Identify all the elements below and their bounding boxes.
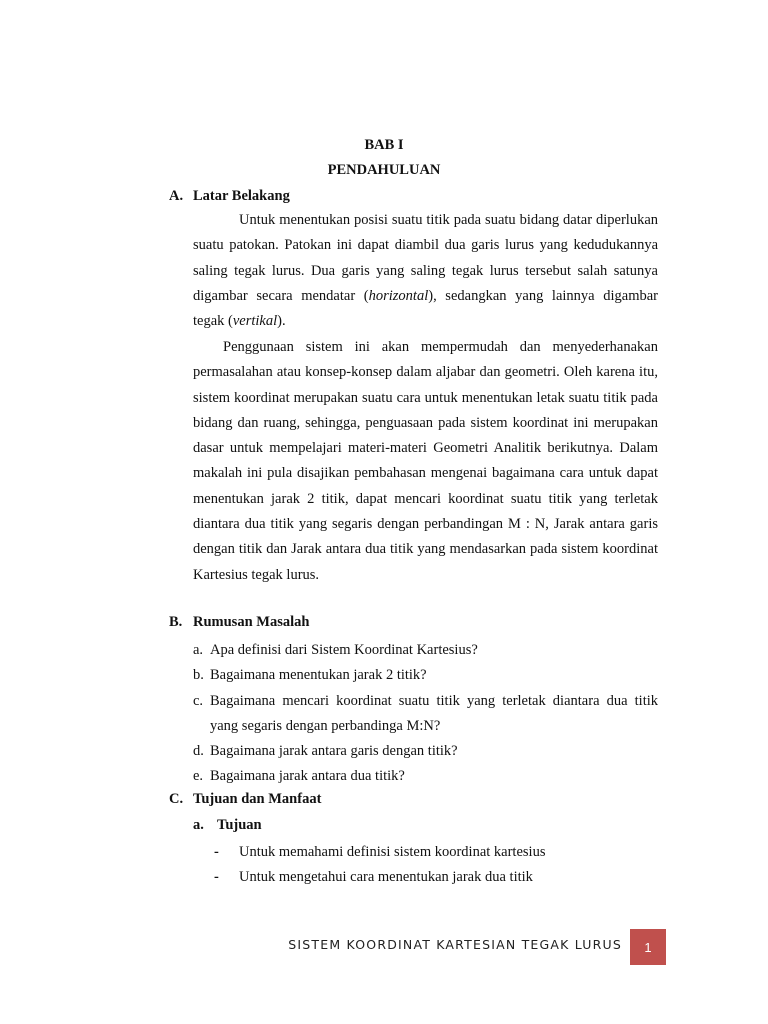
section-a-paragraph-2 <box>193 335 658 588</box>
section-a-heading <box>169 188 290 205</box>
section-b-heading <box>169 614 309 631</box>
list-item <box>193 764 658 789</box>
list-item <box>214 865 654 890</box>
list-item-text: Apa definisi dari Sistem Koordinat Kartesius? <box>210 642 478 658</box>
running-footer-title: SISTEM KOORDINAT KARTESIAN TEGAK LURUS <box>288 937 622 952</box>
list-item-text: Untuk memahami definisi sistem koordinat kartesius <box>239 844 546 860</box>
list-marker: e. <box>193 768 204 785</box>
list-marker: - <box>214 869 219 886</box>
chapter-label: BAB I <box>364 137 404 153</box>
chapter-title: PENDAHULUAN <box>327 162 441 178</box>
list-item <box>193 663 658 688</box>
list-item <box>193 638 658 663</box>
paragraph-1-vertikal: vertikal <box>232 313 278 330</box>
list-item-text: Bagaimana jarak antara dua titik? <box>210 768 405 785</box>
list-item-text: Bagaimana mencari koordinat suatu titik yang terletak diantara dua titik yang segaris dengan perbandinga M:N? <box>210 692 658 734</box>
paragraph-1-text: Untuk menentukan posisi suatu titik pada suatu bidang datar diperlukan suatu patokan. Patokan ini dapat diambil dua garis lurus yang kedudukannya saling tegak lurus. Dua garis yang saling tegak lurus tersebut salah satunya digambar secara mendatar ( <box>193 212 658 304</box>
section-b-title: Rumusan Masalah <box>193 614 310 630</box>
list-item-text: Untuk mengetahui cara menentukan jarak dua titik <box>239 869 533 886</box>
page-number: 1 <box>644 939 652 955</box>
section-a-paragraph-1 <box>193 208 658 334</box>
subheading-letter: a. <box>193 817 204 833</box>
list-marker: a. <box>193 642 204 658</box>
paragraph-2-text: Penggunaan sistem ini akan mempermudah dan menyederhanakan permasalahan atau konsep-konsep dalam aljabar dan geometri. Oleh karena itu, sistem koordinat merupakan suatu cara untuk menentukan letak suatu titik pada bidang dan ruang, sehingga, penguasaan pada sistem koordinat ini merupakan dasar untuk mempelajari materi-materi Geometri Analitik berikutnya. Dalam makalah ini pula disajikan pembahasan mengenai bagaimana cara untuk dapat menentukan jarak 2 titik, dapat mencari koordinat suatu titik yang terletak diantara dua titik yang segaris dengan perbandingan M : N, Jarak antara garis dengan titik dan Jarak antara dua titik yang mendasarkan pada sistem koordinat Kartesius tegak lurus. <box>193 339 658 583</box>
section-a-title: Latar Belakang <box>193 188 290 204</box>
paragraph-1-end: ). <box>277 313 286 330</box>
section-b-letter: B. <box>169 614 183 630</box>
list-marker: b. <box>193 667 204 684</box>
list-item <box>193 739 658 764</box>
list-item <box>193 689 658 740</box>
subheading-title: Tujuan <box>217 817 262 833</box>
list-marker: c. <box>193 692 204 709</box>
list-item-text: Bagaimana menentukan jarak 2 titik? <box>210 667 427 684</box>
list-marker: - <box>214 844 219 860</box>
list-item <box>214 840 654 865</box>
section-c-letter: C. <box>169 791 184 807</box>
section-c-subheading <box>193 817 262 834</box>
goal-list <box>214 840 654 891</box>
page-number-box <box>630 929 666 965</box>
list-item-text: Bagaimana jarak antara garis dengan titik? <box>210 743 458 760</box>
list-marker: d. <box>193 743 204 760</box>
paragraph-1-between: ), sedangkan yang lainnya digambar tegak ( <box>193 287 658 330</box>
section-c-title: Tujuan dan Manfaat <box>193 791 322 807</box>
section-a-letter: A. <box>169 188 184 204</box>
problem-list <box>193 638 658 790</box>
section-c-heading <box>169 791 321 808</box>
paragraph-1-horizontal: horizontal <box>368 287 429 304</box>
